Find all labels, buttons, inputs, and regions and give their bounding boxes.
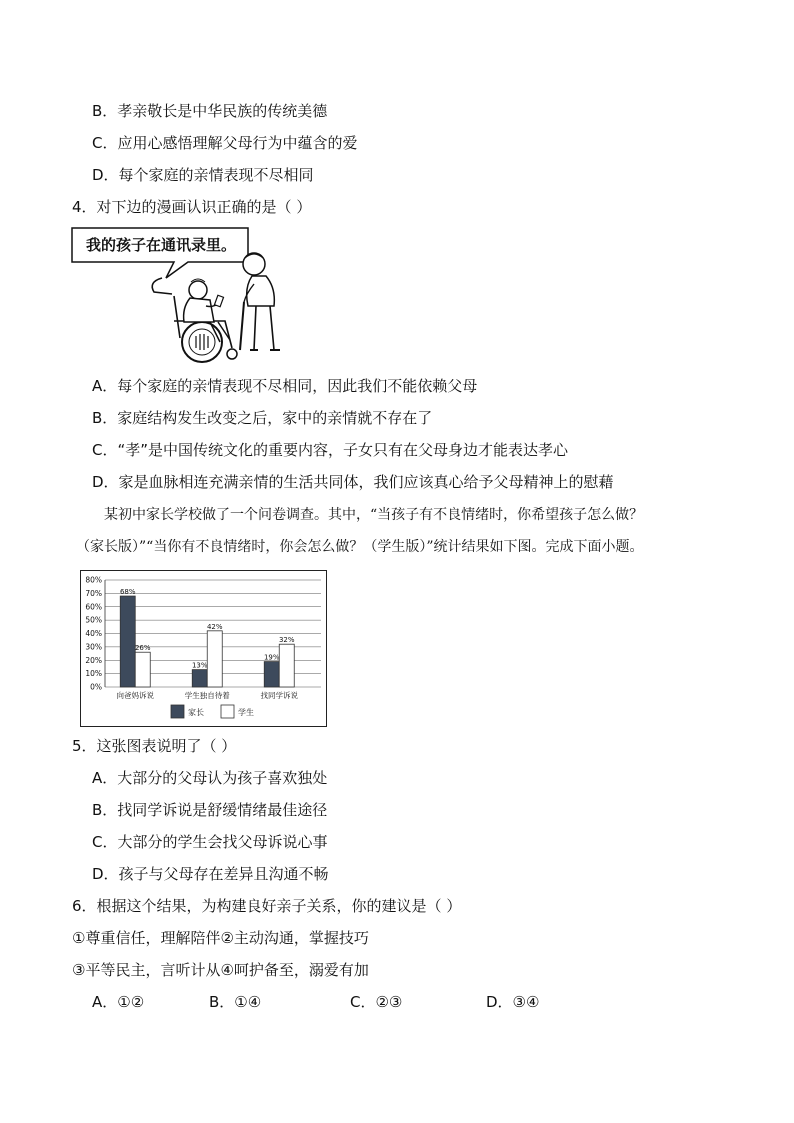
legend-label: 家长 [188,708,204,717]
legend-swatch [171,705,184,718]
q3-option-c: C．应用心感悟理解父母行为中蕴含的爱 [92,134,358,152]
bar-家长 [264,662,279,687]
q4-option-b: B．家庭结构发生改变之后，家中的亲情就不存在了 [92,409,433,427]
y-tick-label: 40% [85,629,102,638]
data-label: 68% [119,588,136,597]
q5-stem: 5．这张图表说明了（ ） [72,737,237,755]
y-tick-label: 20% [85,655,102,665]
q6-items-line-2: ③平等民主，言听计从④呵护备至，溺爱有加 [72,961,369,979]
data-label: 42% [206,622,223,631]
q4-option-c: C．“孝”是中国传统文化的重要内容，子女只有在父母身边才能表达孝心 [92,441,569,459]
q6-option-b: B．①④ [209,993,262,1011]
q4-option-d: D．家是血脉相连充满亲情的生活共同体，我们应该真心给予父母精神上的慰藉 [92,473,614,491]
data-label: 19% [263,653,280,662]
bar-学生 [135,652,150,687]
x-tick-label: 找同学诉说 [260,691,298,700]
chart-canvas [81,571,326,726]
bar-学生 [279,644,294,687]
survey-intro-line-2: （家长版）”“当你有不良情绪时，你会怎么做？（学生版）”统计结果如下图。完成下面小题。 [76,539,644,555]
survey-intro-line-1: 某初中家长学校做了一个问卷调查。其中，“当孩子有不良情绪时，你希望孩子怎么做？ [104,507,644,523]
x-tick-label: 学生独自待着 [184,691,230,700]
q5-option-b: B．找同学诉说是舒缓情绪最佳途径 [92,801,328,819]
data-label: 13% [191,661,208,670]
q6-items-line-1: ①尊重信任，理解陪伴②主动沟通，掌握技巧 [72,929,369,947]
x-tick-label: 向爸妈诉说 [116,691,154,700]
q3-option-b: B．孝亲敬长是中华民族的传统美德 [92,102,328,120]
legend-swatch [221,705,234,718]
y-tick-label: 0% [90,682,102,692]
bar-学生 [207,631,222,687]
y-tick-label: 30% [85,642,102,652]
q4-stem: 4．对下边的漫画认识正确的是（ ） [72,198,312,216]
q6-option-d: D．③④ [486,993,540,1011]
comic-caption: 我的孩子在通讯录里。 [86,236,237,254]
y-tick-label: 80% [85,575,102,585]
q5-option-a: A．大部分的父母认为孩子喜欢独处 [92,769,328,787]
survey-bar-chart [80,570,327,727]
bar-家长 [192,670,207,687]
q3-option-d: D．每个家庭的亲情表现不尽相同 [92,166,314,184]
data-label: 32% [278,636,295,645]
q5-option-c: C．大部分的学生会找父母诉说心事 [92,833,328,851]
q4-option-a: A．每个家庭的亲情表现不尽相同，因此我们不能依赖父母 [92,377,478,395]
legend-label: 学生 [238,708,254,717]
q6-option-a: A．①② [92,993,145,1011]
q5-option-d: D．孩子与父母存在差异且沟通不畅 [92,865,329,883]
y-tick-label: 10% [85,669,102,679]
q6-option-c: C．②③ [350,993,403,1011]
comic-illustration [70,226,310,366]
y-tick-label: 50% [85,615,102,625]
y-tick-label: 60% [85,602,102,612]
data-label: 26% [134,644,151,653]
y-tick-label: 70% [85,588,102,598]
bar-家长 [120,596,135,687]
q6-stem: 6．根据这个结果，为构建良好亲子关系，你的建议是（ ） [72,897,462,915]
